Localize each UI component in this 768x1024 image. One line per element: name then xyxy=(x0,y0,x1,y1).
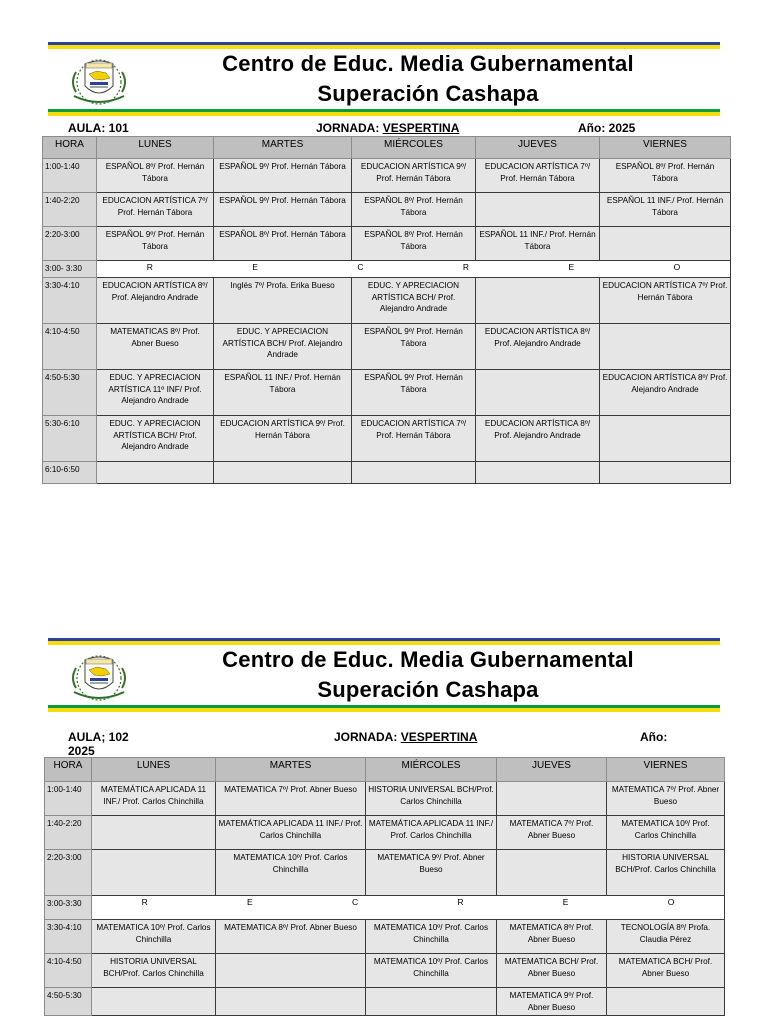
period-time: 1:40-2:20 xyxy=(45,816,92,850)
class-cell-viernes: MATEMATICA 7º/ Prof. Abner Bueso xyxy=(607,782,725,816)
class-cell-miercoles: MATEMATICA 10º/ Prof. Carlos Chinchilla xyxy=(366,920,497,954)
period-row xyxy=(45,782,725,816)
class-cell-jueves xyxy=(497,850,607,896)
class-cell-viernes: ESPAÑOL 11 INF./ Prof. Hernán Tábora xyxy=(600,193,731,227)
aula-label: AULA; 102 xyxy=(68,730,129,744)
period-time: 2:20-3:00 xyxy=(45,850,92,896)
class-cell-martes xyxy=(216,988,366,1016)
class-cell-miercoles: EDUCACION ARTÍSTICA 9º/ Prof. Hernán Tábora xyxy=(352,159,476,193)
class-cell-lunes: ESPAÑOL 8º/ Prof. Hernán Tábora xyxy=(97,159,214,193)
class-cell-martes: ESPAÑOL 9º/ Prof. Hernán Tábora xyxy=(214,193,352,227)
class-cell-viernes: EDUCACION ARTÍSTICA 8º/ Prof. Alejandro Andrade xyxy=(600,370,731,416)
recess-letter: E xyxy=(252,262,258,272)
class-cell-jueves: MATEMATICA 7º/ Prof. Abner Bueso xyxy=(497,816,607,850)
class-cell-lunes xyxy=(92,816,216,850)
school-header xyxy=(48,636,720,716)
class-cell-lunes: MATEMÁTICA APLICADA 11 INF./ Prof. Carlos Chinchilla xyxy=(92,782,216,816)
class-cell-jueves: ESPAÑOL 11 INF./ Prof. Hernán Tábora xyxy=(476,227,600,261)
schedule-header-row xyxy=(43,137,731,159)
period-row xyxy=(43,462,731,484)
period-time: 3:30-4:10 xyxy=(43,278,97,324)
period-time: 4:10-4:50 xyxy=(45,954,92,988)
class-cell-martes: ESPAÑOL 8º/ Prof. Hernán Tábora xyxy=(214,227,352,261)
period-time: 1:00-1:40 xyxy=(45,782,92,816)
class-cell-lunes: EDUC. Y APRECIACION ARTÍSTICA 11º INF/ Prof. Alejandro Andrade xyxy=(97,370,214,416)
class-cell-jueves xyxy=(476,370,600,416)
period-row xyxy=(43,193,731,227)
recess-letter: E xyxy=(562,897,569,907)
class-cell-martes xyxy=(216,954,366,988)
school-name-line2: Superación Cashapa xyxy=(317,677,539,702)
class-cell-martes: Inglés 7º/ Profa. Erika Bueso xyxy=(214,278,352,324)
class-cell-lunes xyxy=(97,462,214,484)
aula-label: AULA: 101 xyxy=(68,121,129,135)
class-cell-jueves: MATEMATICA 8º/ Prof. Abner Bueso xyxy=(497,920,607,954)
class-cell-viernes: EDUCACION ARTÍSTICA 7º/ Prof. Hernán Tábora xyxy=(600,278,731,324)
school-seal-logo xyxy=(64,52,134,110)
recess-cell xyxy=(97,261,731,278)
school-name-line1: Centro de Educ. Media Gubernamental xyxy=(222,647,634,672)
class-cell-lunes: ESPAÑOL 9º/ Prof. Hernán Tábora xyxy=(97,227,214,261)
header-day-jueves: JUEVES xyxy=(497,758,607,782)
header-day-lunes: LUNES xyxy=(97,137,214,159)
header-day-miercoles: MIÉRCOLES xyxy=(366,758,497,782)
recess-row xyxy=(43,261,731,278)
header-bottom-stripe-yellow xyxy=(48,708,720,712)
period-row xyxy=(45,988,725,1016)
class-cell-jueves xyxy=(476,193,600,227)
class-cell-miercoles: ESPAÑOL 8º/ Prof. Hernán Tábora xyxy=(352,227,476,261)
header-day-martes: MARTES xyxy=(214,137,352,159)
recess-cell xyxy=(92,896,725,920)
class-cell-lunes: MATEMATICAS 8º/ Prof. Abner Bueso xyxy=(97,324,214,370)
jornada-key: JORNADA: xyxy=(334,730,398,744)
recess-letter: R xyxy=(141,897,148,907)
class-cell-miercoles: MATEMATICA 10º/ Prof. Carlos Chinchilla xyxy=(366,954,497,988)
class-cell-jueves: MATEMATICA 9º/ Prof. Abner Bueso xyxy=(497,988,607,1016)
class-cell-miercoles xyxy=(366,988,497,1016)
period-row xyxy=(45,954,725,988)
schedule-header-row xyxy=(45,758,725,782)
class-cell-miercoles: EDUC. Y APRECIACION ARTÍSTICA BCH/ Prof. Alejandro Andrade xyxy=(352,278,476,324)
period-time: 4:10-4:50 xyxy=(43,324,97,370)
jornada-value: VESPERTINA xyxy=(400,730,478,744)
class-cell-jueves xyxy=(497,782,607,816)
class-cell-martes: MATEMATICA 8º/ Prof. Abner Bueso xyxy=(216,920,366,954)
school-name-line2: Superación Cashapa xyxy=(317,81,539,106)
class-cell-viernes: TECNOLOGÍA 8º/ Profa. Claudia Pérez xyxy=(607,920,725,954)
period-time: 5:30-6:10 xyxy=(43,416,97,462)
year-label: Año: xyxy=(640,730,668,744)
class-cell-jueves: EDUCACION ARTÍSTICA 8º/ Prof. Alejandro Andrade xyxy=(476,324,600,370)
school-name-line1: Centro de Educ. Media Gubernamental xyxy=(222,51,634,76)
recess-letter: E xyxy=(568,262,575,272)
recess-letter: R xyxy=(457,897,464,907)
class-cell-jueves xyxy=(476,278,600,324)
class-cell-viernes: HISTORIA UNIVERSAL BCH/Prof. Carlos Chinchilla xyxy=(607,850,725,896)
class-cell-miercoles: MATEMATICA 9º/ Prof. Abner Bueso xyxy=(366,850,497,896)
recess-letter: O xyxy=(667,897,675,907)
period-row xyxy=(43,416,731,462)
header-day-jueves: JUEVES xyxy=(476,137,600,159)
header-day-miercoles: MIÉRCOLES xyxy=(352,137,476,159)
period-row xyxy=(45,850,725,896)
class-cell-viernes: ESPAÑOL 8º/ Prof. Hernán Tábora xyxy=(600,159,731,193)
school-header xyxy=(48,40,720,120)
class-cell-miercoles: ESPAÑOL 8º/ Prof. Hernán Tábora xyxy=(352,193,476,227)
class-cell-martes xyxy=(214,462,352,484)
period-row xyxy=(43,370,731,416)
period-row xyxy=(43,227,731,261)
period-row xyxy=(43,278,731,324)
recess-letter: R xyxy=(462,262,470,272)
class-cell-miercoles: MATEMÁTICA APLICADA 11 INF./ Prof. Carlos Chinchilla xyxy=(366,816,497,850)
period-row xyxy=(43,324,731,370)
period-time: 3:00-3:30 xyxy=(45,896,92,920)
recess-letter: C xyxy=(357,262,364,272)
class-cell-viernes xyxy=(600,324,731,370)
class-cell-viernes xyxy=(600,416,731,462)
recess-letter: O xyxy=(673,262,681,272)
period-row xyxy=(45,920,725,954)
period-time: 3:00- 3:30 xyxy=(43,261,97,278)
recess-row xyxy=(45,896,725,920)
recess-letter: R xyxy=(146,262,153,272)
class-cell-miercoles: HISTORIA UNIVERSAL BCH/Prof. Carlos Chinchilla xyxy=(366,782,497,816)
class-cell-lunes: EDUCACION ARTÍSTICA 8º/ Prof. Alejandro Andrade xyxy=(97,278,214,324)
header-bottom-stripe-yellow xyxy=(48,112,720,116)
class-cell-martes: ESPAÑOL 11 INF./ Prof. Hernán Tábora xyxy=(214,370,352,416)
class-cell-viernes: MATEMATICA BCH/ Prof. Abner Bueso xyxy=(607,954,725,988)
class-cell-jueves: MATEMATICA BCH/ Prof. Abner Bueso xyxy=(497,954,607,988)
class-cell-jueves xyxy=(476,462,600,484)
class-cell-lunes: MATEMATICA 10º/ Prof. Carlos Chinchilla xyxy=(92,920,216,954)
header-hora: HORA xyxy=(43,137,97,159)
class-cell-martes: MATEMÁTICA APLICADA 11 INF./ Prof. Carlos Chinchilla xyxy=(216,816,366,850)
header-day-viernes: VIERNES xyxy=(600,137,731,159)
period-time: 1:00-1:40 xyxy=(43,159,97,193)
period-time: 6:10-6:50 xyxy=(43,462,97,484)
class-cell-viernes: MATEMATICA 10º/ Prof. Carlos Chinchilla xyxy=(607,816,725,850)
jornada-value: VESPERTINA xyxy=(382,121,460,135)
class-cell-lunes: EDUC. Y APRECIACION ARTÍSTICA BCH/ Prof. Alejandro Andrade xyxy=(97,416,214,462)
class-cell-lunes xyxy=(92,988,216,1016)
schedule-table xyxy=(44,757,725,1016)
class-cell-jueves: EDUCACION ARTÍSTICA 7º/ Prof. Hernán Tábora xyxy=(476,159,600,193)
recess-letter: C xyxy=(351,897,359,907)
year-label: Año: 2025 xyxy=(578,121,636,135)
period-time: 2:20-3:00 xyxy=(43,227,97,261)
class-cell-lunes xyxy=(92,850,216,896)
class-cell-jueves: EDUCACION ARTÍSTICA 8º/ Prof. Alejandro Andrade xyxy=(476,416,600,462)
jornada-label xyxy=(334,730,477,744)
schedule-table xyxy=(42,136,731,484)
class-cell-miercoles: ESPAÑOL 9º/ Prof. Hernán Tábora xyxy=(352,324,476,370)
class-cell-lunes: EDUCACION ARTÍSTICA 7º/ Prof. Hernán Tábora xyxy=(97,193,214,227)
header-hora: HORA xyxy=(45,758,92,782)
class-cell-lunes: HISTORIA UNIVERSAL BCH/Prof. Carlos Chinchilla xyxy=(92,954,216,988)
aula-year-wrap: 2025 xyxy=(68,744,95,758)
header-day-lunes: LUNES xyxy=(92,758,216,782)
class-cell-viernes xyxy=(600,462,731,484)
class-cell-miercoles: EDUCACION ARTÍSTICA 7º/ Prof. Hernán Tábora xyxy=(352,416,476,462)
jornada-label xyxy=(316,121,459,135)
class-cell-martes: EDUC. Y APRECIACION ARTÍSTICA BCH/ Prof. Alejandro Andrade xyxy=(214,324,352,370)
period-time: 4:50-5:30 xyxy=(45,988,92,1016)
school-seal-logo xyxy=(64,648,134,706)
class-cell-martes: ESPAÑOL 9º/ Prof. Hernán Tábora xyxy=(214,159,352,193)
class-cell-martes: MATEMATICA 10º/ Prof. Carlos Chinchilla xyxy=(216,850,366,896)
class-cell-miercoles xyxy=(352,462,476,484)
class-cell-martes: EDUCACION ARTÍSTICA 9º/ Prof. Hernán Tábora xyxy=(214,416,352,462)
class-cell-viernes xyxy=(607,988,725,1016)
class-cell-viernes xyxy=(600,227,731,261)
class-cell-martes: MATEMATICA 7º/ Prof. Abner Bueso xyxy=(216,782,366,816)
recess-letter: E xyxy=(247,897,253,907)
period-row xyxy=(45,816,725,850)
period-row xyxy=(43,159,731,193)
class-cell-miercoles: ESPAÑOL 9º/ Prof. Hernán Tábora xyxy=(352,370,476,416)
header-day-martes: MARTES xyxy=(216,758,366,782)
period-time: 3:30-4:10 xyxy=(45,920,92,954)
period-time: 4:50-5:30 xyxy=(43,370,97,416)
header-day-viernes: VIERNES xyxy=(607,758,725,782)
jornada-key: JORNADA: xyxy=(316,121,380,135)
period-time: 1:40-2:20 xyxy=(43,193,97,227)
